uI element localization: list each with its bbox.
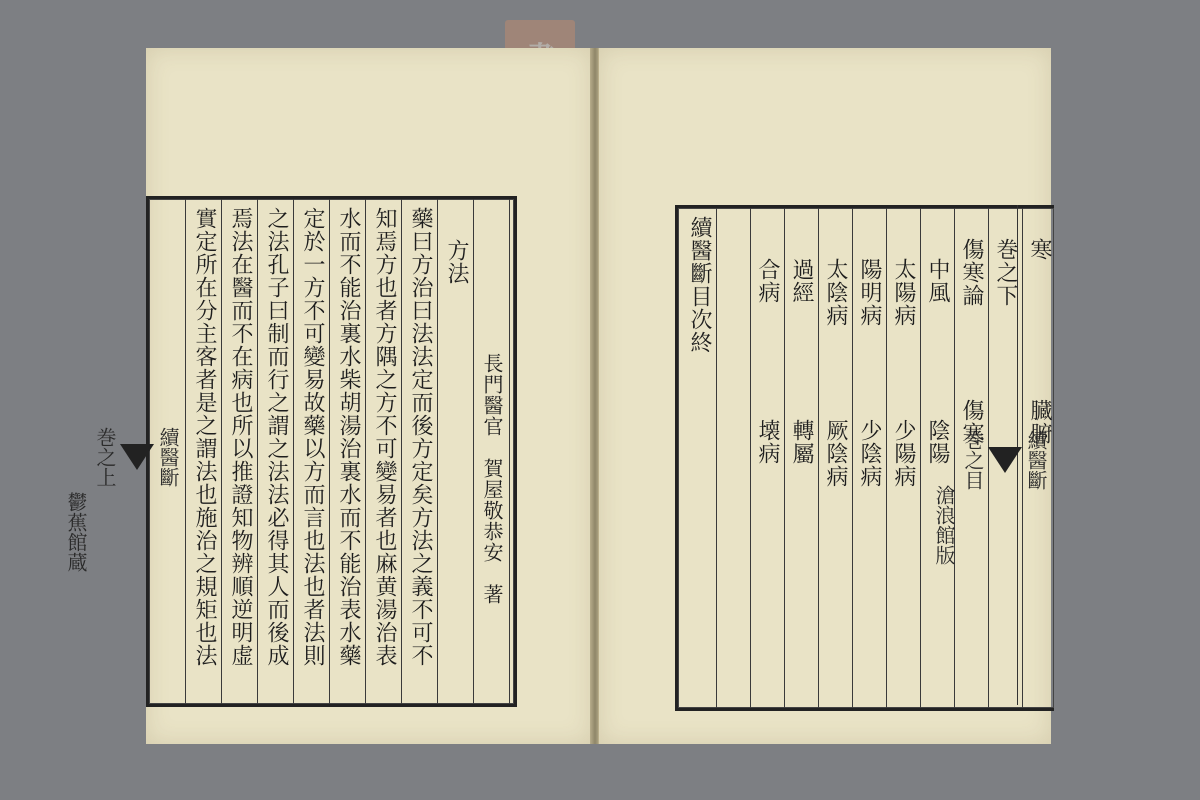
- right-margin-volume: 巻之目: [961, 430, 985, 490]
- body-column-6: 焉法在醫而不在病也所以推證知物辨順逆明虚: [221, 199, 257, 704]
- toc-column-1: 寒 臓腑: [1022, 208, 1056, 708]
- toc-end-column: 續醫斷目次終: [687, 216, 712, 354]
- left-margin-footer: 鬱蕉館蔵: [64, 491, 88, 572]
- toc-column-5: 太陽病 少陽病: [886, 208, 920, 708]
- fishtail-mark-right: [988, 447, 1022, 473]
- body-column-7: 實定所在分主客者是之謂法也施治之規矩也法: [185, 199, 221, 704]
- toc-blank-column-2: [716, 208, 750, 708]
- body-column-1: 藥曰方治曰法法定而後方定矣方法之義不可不: [401, 199, 437, 704]
- right-margin-footer: 滄浪館版: [932, 485, 956, 565]
- left-margin-title: 續醫斷: [156, 426, 180, 487]
- open-book: [64, 48, 1052, 744]
- toc-column-4: 中風 陰陽: [920, 208, 954, 708]
- left-text-frame: [64, 196, 517, 707]
- toc-column-7: 太陰病 厥陰病: [818, 208, 852, 708]
- author-line: 長門醫官 賀屋敬恭安 著: [473, 199, 509, 704]
- toc-column-9: 合病 壊病: [750, 208, 784, 708]
- body-column-2: 知焉方也者方隅之方不可變易者也麻黄湯治表: [365, 199, 401, 704]
- body-column-5: 之法孔子曰制而行之謂之法法必得其人而後成: [257, 199, 293, 704]
- toc-column-8: 過經 轉屬: [784, 208, 818, 708]
- right-page: [598, 48, 1051, 744]
- section-heading: 方法: [437, 199, 473, 704]
- toc-column-2: 巻之下: [988, 208, 1022, 708]
- column-rule: [509, 199, 510, 704]
- body-column-3: 水而不能治裏水柴胡湯治裏水而不能治表水藥: [329, 199, 365, 704]
- toc-column-3: 傷寒論 傷寒: [954, 208, 988, 708]
- left-page: [64, 48, 593, 744]
- body-column-4: 定於一方不可變易故藥以方而言也法也者法則: [293, 199, 329, 704]
- left-fold-margin: [64, 199, 183, 704]
- right-margin-title: 續醫斷: [1024, 430, 1048, 490]
- fishtail-mark: [120, 444, 154, 470]
- left-margin-volume: 巻之上: [93, 426, 117, 487]
- toc-column-6: 陽明病 少陰病: [852, 208, 886, 708]
